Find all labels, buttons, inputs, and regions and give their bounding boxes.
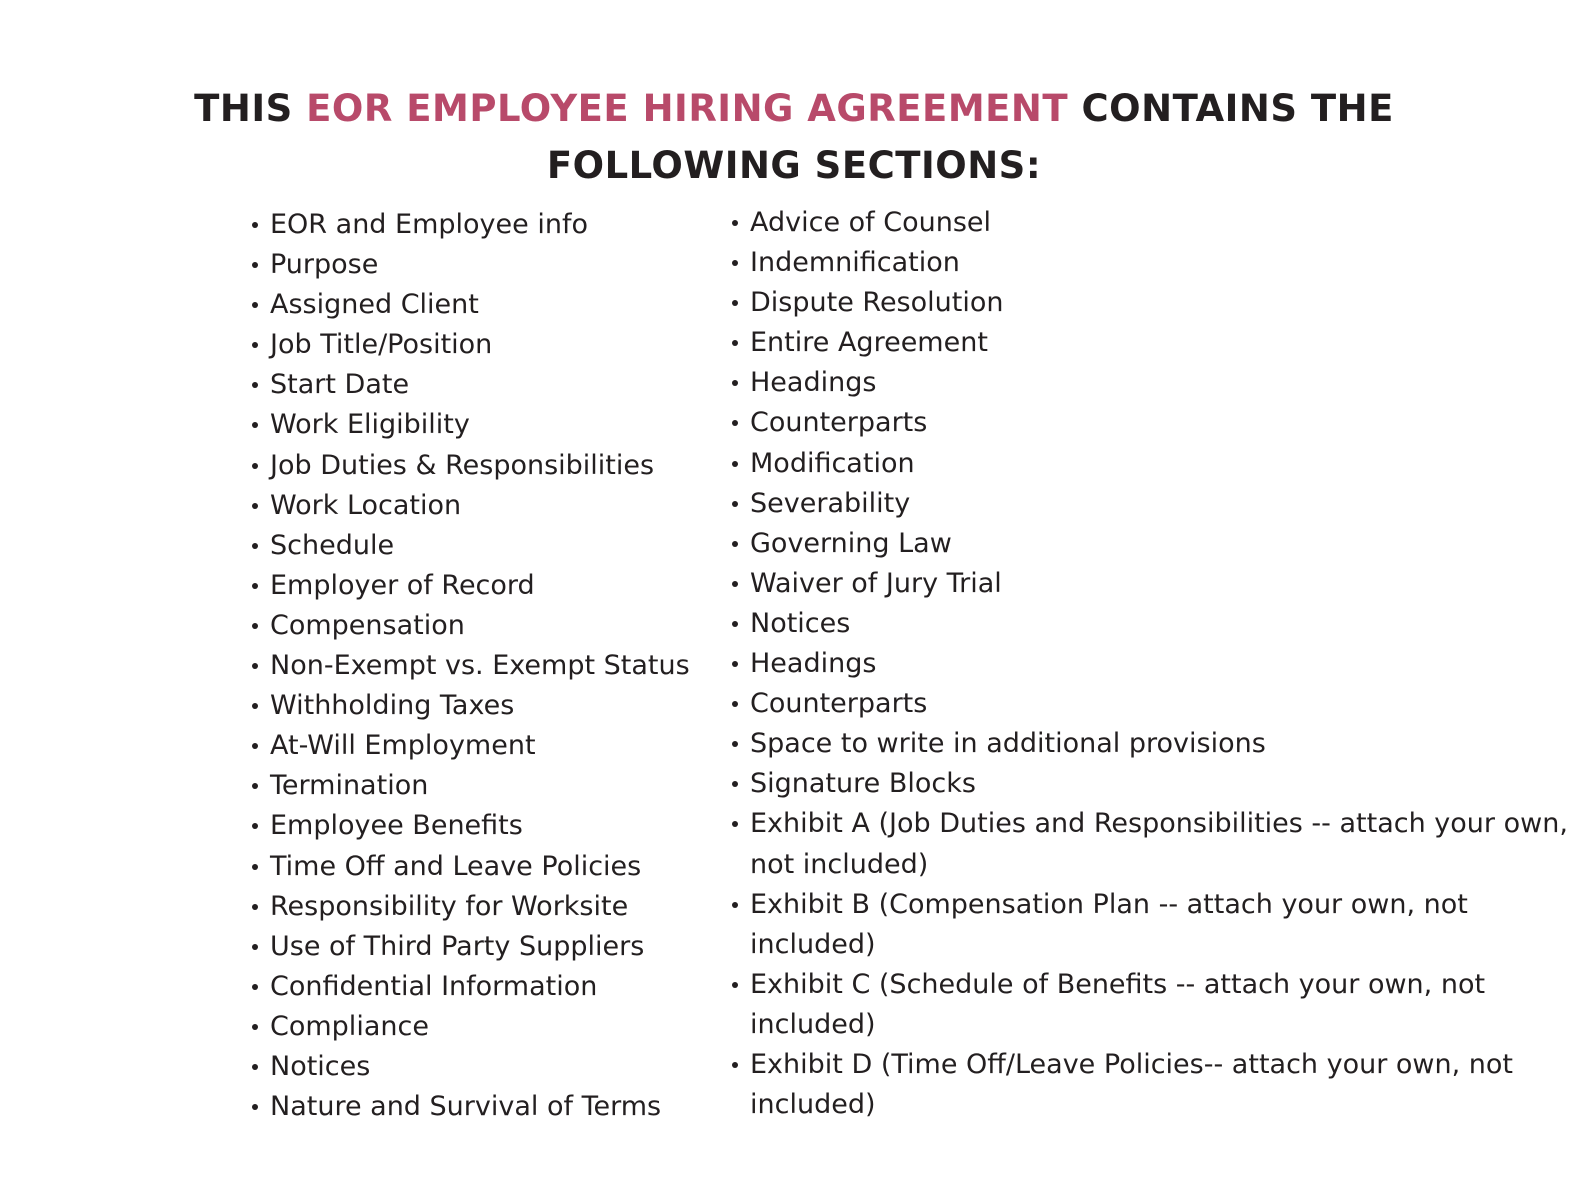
list-item-text: included) (750, 1008, 876, 1040)
list-item (249, 325, 719, 365)
list-item-text: Headings (750, 648, 877, 680)
list-item-text: Severability (750, 487, 911, 519)
list-item (729, 1045, 1569, 1125)
list-item (729, 684, 1569, 724)
list-item-text: EOR and Employee info (270, 209, 588, 240)
list-item-text: Termination (270, 770, 429, 802)
list-item (729, 524, 1569, 564)
list-item (249, 927, 719, 967)
list-item (249, 446, 719, 486)
list-item-text: Employee Benefits (270, 810, 523, 842)
list-item-text: Headings (750, 367, 877, 399)
list-item-text: Confidential Information (270, 970, 598, 1002)
list-item (249, 726, 719, 766)
list-item-text: Indemnification (750, 247, 960, 279)
list-item-text: Modification (750, 447, 915, 479)
list-item (729, 644, 1569, 684)
list-item-text: Notices (750, 607, 851, 639)
list-item-text: Waiver of Jury Trial (750, 567, 1002, 599)
list-item (729, 484, 1569, 524)
list-item (249, 766, 719, 806)
list-item (729, 243, 1569, 283)
list-item (249, 686, 719, 726)
list-item (249, 405, 719, 445)
list-item-text: Use of Third Party Suppliers (270, 930, 645, 962)
list-item-text: Exhibit B (Compensation Plan -- attach your own, not (750, 888, 1468, 920)
list-item (249, 285, 719, 325)
list-item-text: Job Duties & Responsibilities (270, 449, 655, 481)
heading-prefix: THIS (194, 87, 307, 130)
list-item-text: Schedule (270, 529, 395, 561)
list-item (249, 967, 719, 1007)
list-item (729, 203, 1569, 243)
list-item (249, 806, 719, 846)
list-item-text: Counterparts (750, 688, 928, 720)
list-item-text: Signature Blocks (750, 768, 976, 800)
list-item-text: Withholding Taxes (270, 690, 515, 722)
list-item (249, 1007, 719, 1047)
heading-suffix: CONTAINS THE (1068, 87, 1394, 130)
list-item-text: Advice of Counsel (750, 207, 992, 238)
list-item-text: included) (750, 1089, 876, 1121)
list-item-text: Exhibit C (Schedule of Benefits -- attach your own, not (750, 968, 1486, 1000)
list-item (729, 403, 1569, 443)
list-item (729, 604, 1569, 644)
list-item (249, 646, 719, 686)
heading-accent: EOR EMPLOYEE HIRING AGREEMENT (306, 87, 1069, 130)
list-item (249, 847, 719, 887)
list-item-text: Start Date (270, 369, 410, 401)
list-item (729, 283, 1569, 323)
list-item-text: Time Off and Leave Policies (270, 850, 642, 882)
list-item-text: Exhibit A (Job Duties and Responsibilities -- attach your own, (750, 808, 1568, 840)
list-item-text: included) (750, 928, 876, 960)
list-item (249, 887, 719, 927)
list-item-text: Work Location (270, 489, 462, 521)
list-item-text: Notices (270, 1050, 371, 1082)
list-item-text: Compensation (270, 609, 465, 641)
list-item-text: not included) (750, 848, 929, 880)
list-item (249, 486, 719, 526)
list-item-text: Job Title/Position (270, 329, 493, 361)
list-item (729, 965, 1569, 1045)
right-sections-list (729, 203, 1569, 1125)
list-item (249, 245, 719, 285)
list-item-text: Entire Agreement (750, 327, 988, 359)
list-item (729, 804, 1569, 884)
list-item-text: Exhibit D (Time Off/Leave Policies-- attach your own, not (750, 1048, 1514, 1080)
list-item (729, 564, 1569, 604)
list-item-text: Non-Exempt vs. Exempt Status (270, 650, 690, 682)
list-item (729, 363, 1569, 403)
list-item-text: Nature and Survival of Terms (270, 1091, 662, 1123)
list-item (729, 323, 1569, 363)
list-item-text: Responsibility for Worksite (270, 890, 629, 922)
list-item (729, 885, 1569, 965)
list-item (249, 526, 719, 566)
list-item-text: Dispute Resolution (750, 287, 1004, 319)
left-sections-list (249, 205, 719, 1127)
list-item (249, 1047, 719, 1087)
list-item (249, 606, 719, 646)
list-item-text: Counterparts (750, 407, 928, 439)
heading-line-1 (0, 80, 1588, 137)
list-item (729, 724, 1569, 764)
list-item-text: Compliance (270, 1010, 429, 1042)
list-item-text: At-Will Employment (270, 730, 536, 762)
list-item (249, 205, 719, 245)
list-item-text: Employer of Record (270, 569, 535, 601)
page-heading (0, 80, 1588, 194)
list-item-text: Governing Law (750, 527, 952, 559)
heading-line-2: FOLLOWING SECTIONS: (546, 144, 1042, 187)
list-item (729, 444, 1569, 484)
list-item (249, 566, 719, 606)
list-item-text: Assigned Client (270, 289, 479, 321)
list-item-text: Purpose (270, 249, 379, 281)
list-item (249, 365, 719, 405)
list-item (249, 1087, 719, 1127)
list-item-text: Space to write in additional provisions (750, 728, 1266, 760)
list-item (729, 764, 1569, 804)
list-item-text: Work Eligibility (270, 409, 470, 441)
